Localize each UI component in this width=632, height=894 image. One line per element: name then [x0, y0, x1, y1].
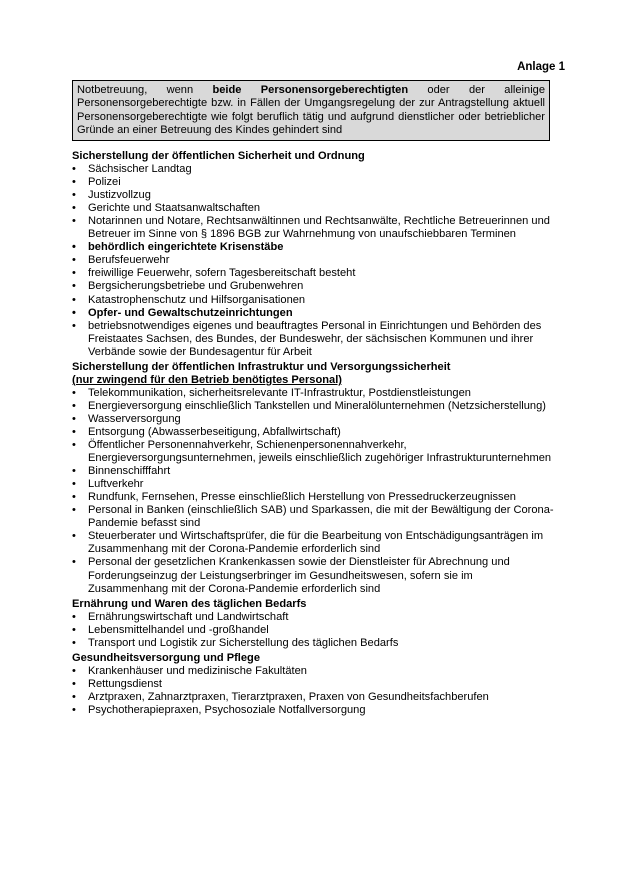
annex-label: Anlage 1 [517, 61, 565, 73]
list-item: • Katastrophenschutz und Hilfsorganisationen [72, 294, 556, 307]
list-item: • Entsorgung (Abwasserbeseitigung, Abfallwirtschaft) [72, 426, 556, 439]
list-item: • Polizei [72, 176, 556, 189]
list-item: • Justizvollzug [72, 189, 556, 202]
list-item: • Luftverkehr [72, 478, 556, 491]
section-subheading: (nur zwingend für den Betrieb benötigtes Personal) [72, 373, 342, 386]
section-heading: Sicherstellung der öffentlichen Sicherheit und Ordnung [72, 150, 365, 162]
list-item: • Steuerberater und Wirtschaftsprüfer, die für die Bearbeitung von Entschädigungsanträgen im Zusammenhang mit der Corona-Pandemie erforderlich sind [72, 530, 556, 556]
intro-box [72, 80, 550, 141]
bullet-list [72, 665, 556, 717]
bullet-list [72, 611, 556, 650]
document-body [72, 150, 556, 719]
list-item: • Krankenhäuser und medizinische Fakultäten [72, 665, 556, 678]
list-item: • Öffentlicher Personennahverkehr, Schienenpersonennahverkehr, Energieversorgungsunternehmen, jeweils einschließlich zugehöriger Infrastrukturunternehmen [72, 439, 556, 465]
list-item: • Opfer- und Gewaltschutzeinrichtungen [72, 307, 556, 320]
list-item: • Rundfunk, Fernsehen, Presse einschließlich Herstellung von Pressedruckerzeugnissen [72, 491, 556, 504]
list-item: • Psychotherapiepraxen, Psychosoziale Notfallversorgung [72, 704, 556, 717]
list-item: • Binnenschifffahrt [72, 465, 556, 478]
bullet-list [72, 163, 556, 359]
list-item: • Personal der gesetzlichen Krankenkassen sowie der Dienstleister für Abrechnung und Forderungseinzug der Leistungserbringer im Gesundheitswesen, sofern sie im Zusammenhang mit der Corona-Pandemie erforderlich sind [72, 556, 556, 595]
list-item: • Transport und Logistik zur Sicherstellung des täglichen Bedarfs [72, 637, 556, 650]
list-item: • Bergsicherungsbetriebe und Grubenwehren [72, 280, 556, 293]
section [72, 361, 556, 596]
list-item: • Sächsischer Landtag [72, 163, 556, 176]
list-item: • behördlich eingerichtete Krisenstäbe [72, 241, 556, 254]
list-item: • Notarinnen und Notare, Rechtsanwältinnen und Rechtsanwälte, Rechtliche Betreuerinnen und Betreuer im Sinne von § 1896 BGB zur Wahrnehmung von unaufschiebbaren Terminen [72, 215, 556, 241]
list-item: • Wasserversorgung [72, 413, 556, 426]
list-item: • Gerichte und Staatsanwaltschaften [72, 202, 556, 215]
section-heading: Sicherstellung der öffentlichen Infrastruktur und Versorgungssicherheit [72, 360, 451, 373]
section [72, 598, 556, 650]
bullet-list [72, 387, 556, 596]
list-item: • Rettungsdienst [72, 678, 556, 691]
list-item: • Personal in Banken (einschließlich SAB) und Sparkassen, die mit der Bewältigung der Corona-Pandemie befasst sind [72, 504, 556, 530]
list-item: • betriebsnotwendiges eigenes und beauftragtes Personal in Einrichtungen und Behörden des Freistaates Sachsen, des Bundes, der Bundeswehr, der sächsischen Kommunen und ihrer Verbände sowie der Bundesagentur für Arbeit [72, 320, 556, 359]
list-item: • Ernährungswirtschaft und Landwirtschaft [72, 611, 556, 624]
list-item: • Arztpraxen, Zahnarztpraxen, Tierarztpraxen, Praxen von Gesundheitsfachberufen [72, 691, 556, 704]
list-item: • Energieversorgung einschließlich Tankstellen und Mineralölunternehmen (Netzsicherstellung) [72, 400, 556, 413]
section-heading: Gesundheitsversorgung und Pflege [72, 651, 261, 664]
intro-text-end: oder der alleinige Personensorgeberechtigte bzw. in Fällen der Umgangsregelung der zur Antragstellung aktuell Personensorgeberechtigte wie folgt beruflich tätig und aufgrund dienstlicher oder betrieblicher Gründe an einer Betreuung des Kindes gehindert sind [77, 84, 545, 137]
section [72, 652, 556, 717]
section [72, 150, 556, 359]
section-heading: Ernährung und Waren des täglichen Bedarfs [72, 597, 307, 610]
intro-bold-text: beide Personensorgeberechtigten [212, 84, 409, 96]
list-item: • Telekommunikation, sicherheitsrelevante IT-Infrastruktur, Postdienstleistungen [72, 387, 556, 400]
list-item: • Lebensmittelhandel und -großhandel [72, 624, 556, 637]
intro-text-start: Notbetreuung, wenn [77, 84, 213, 96]
list-item: • Berufsfeuerwehr [72, 254, 556, 267]
list-item: • freiwillige Feuerwehr, sofern Tagesbereitschaft besteht [72, 267, 556, 280]
